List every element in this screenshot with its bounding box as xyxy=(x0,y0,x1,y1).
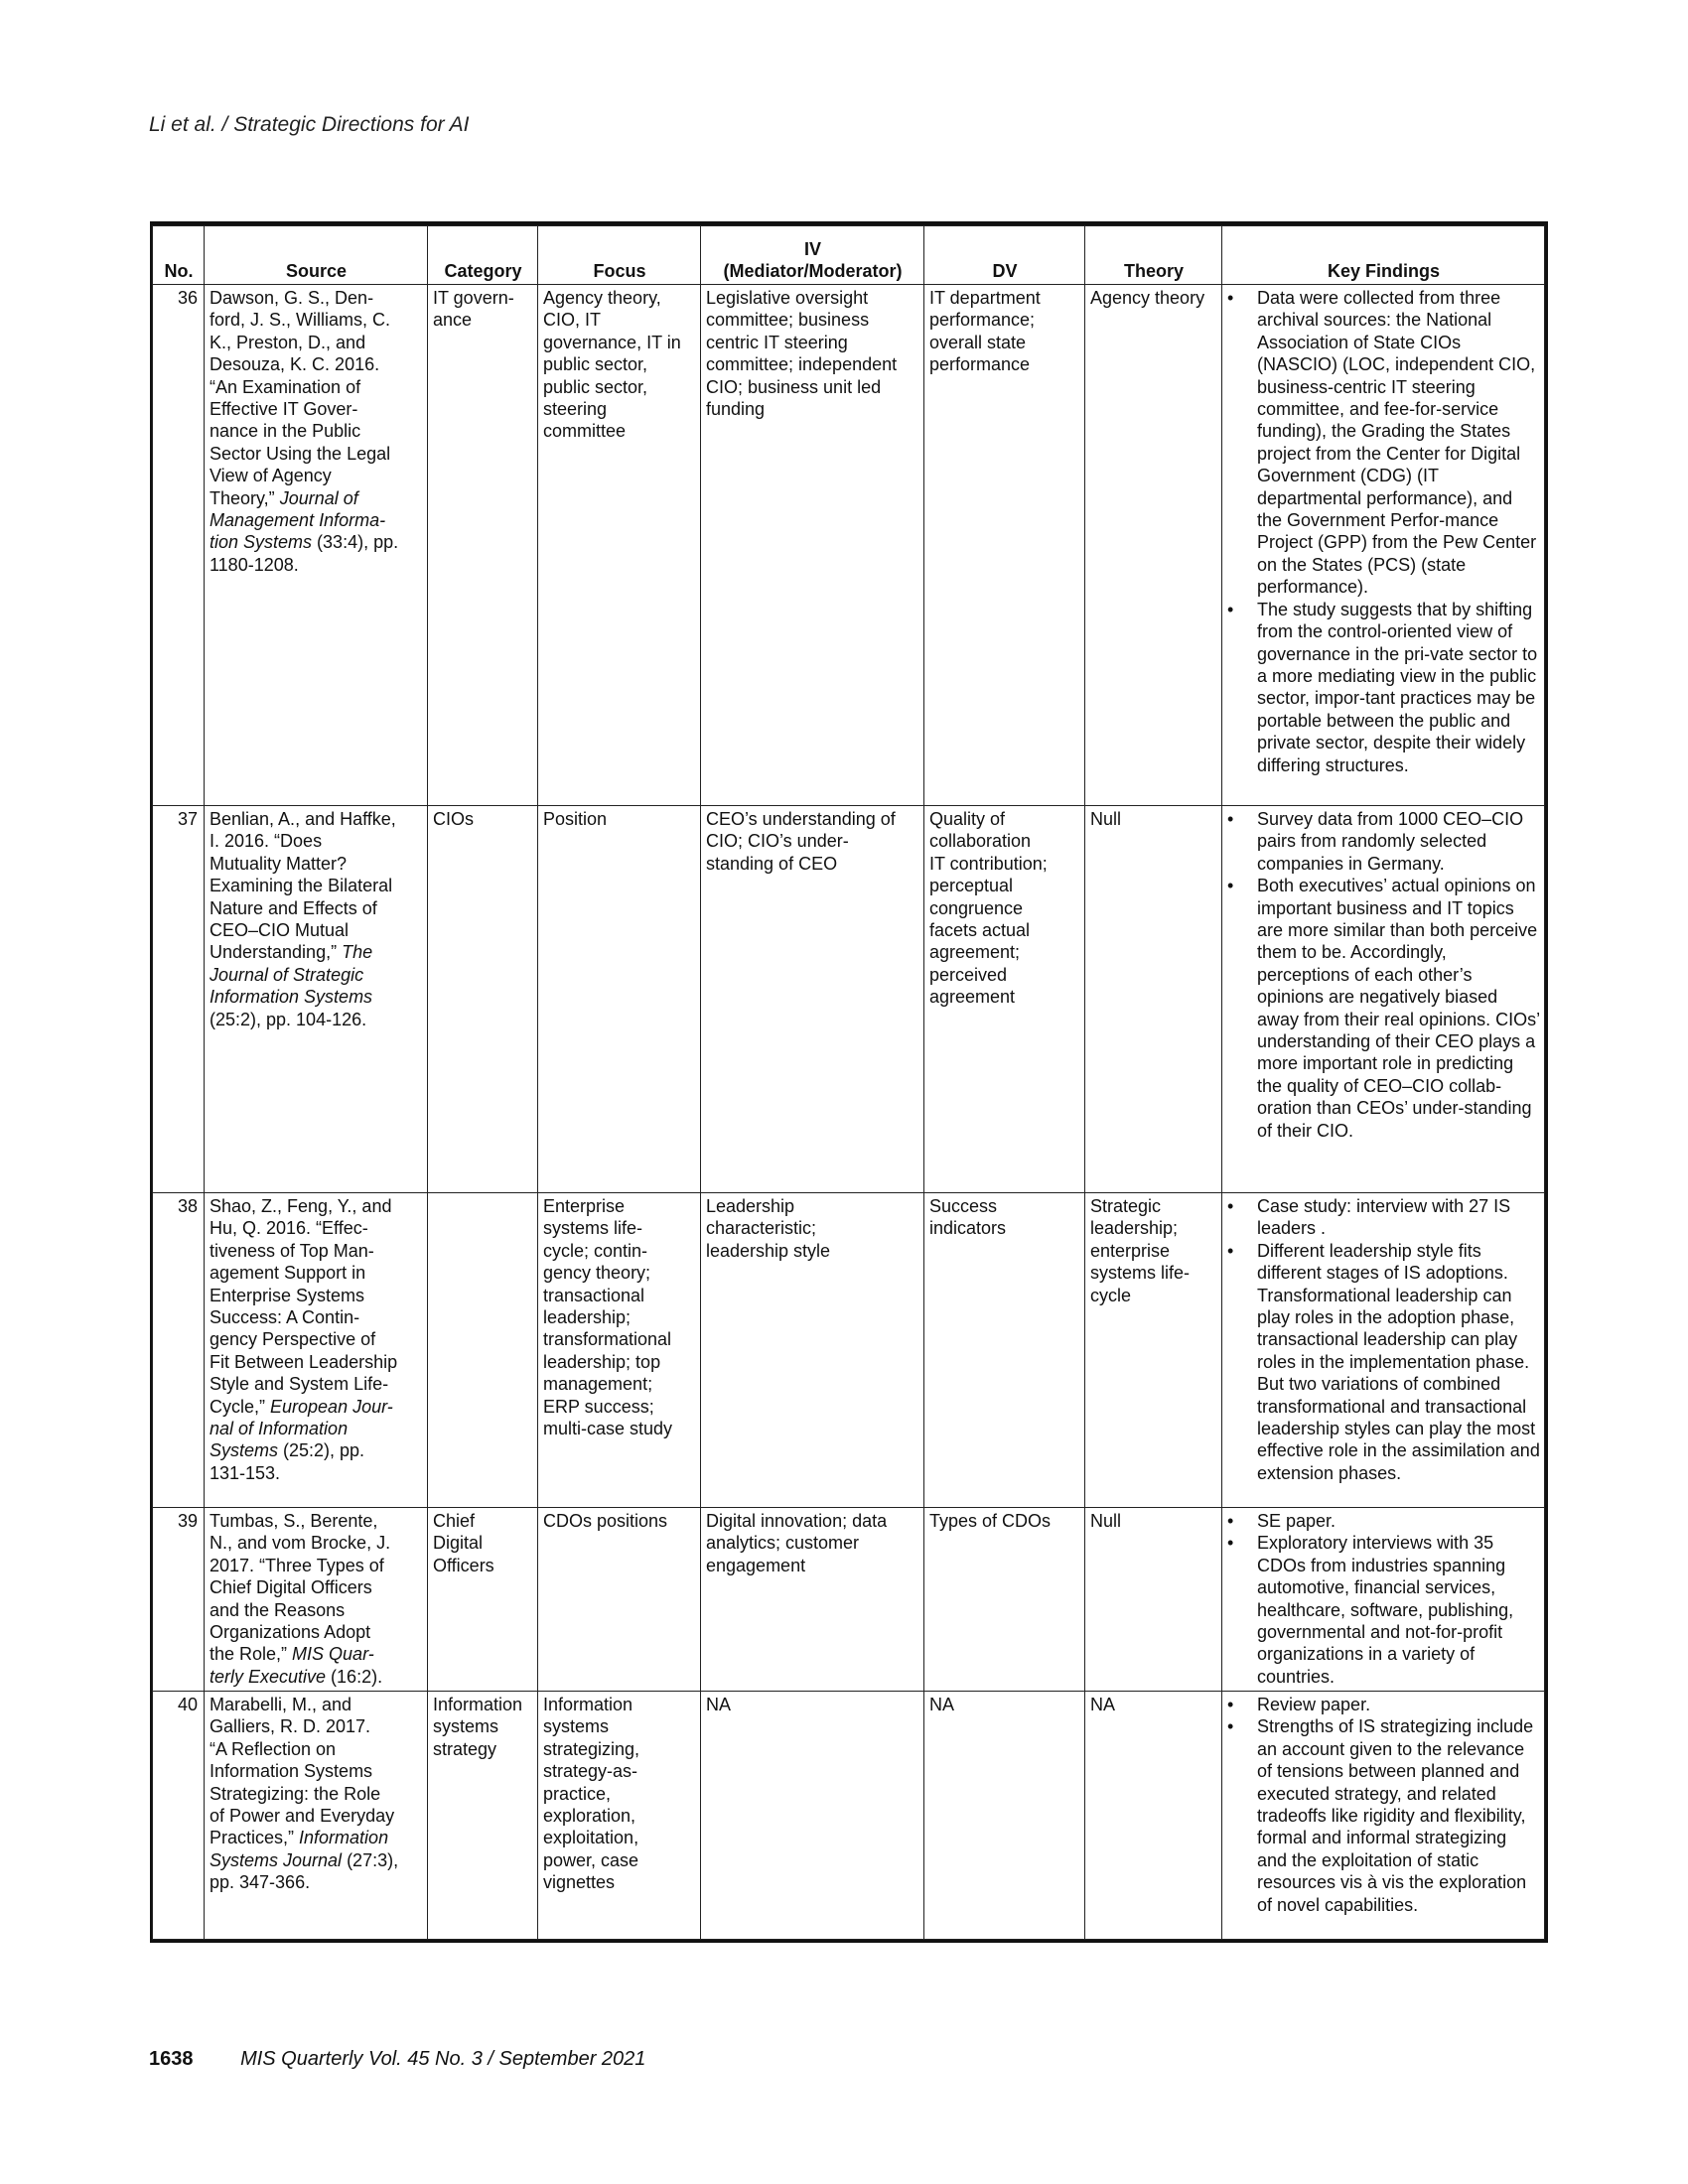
table-row xyxy=(153,806,1545,1193)
finding-item: • SE paper. xyxy=(1227,1510,1540,1532)
row-iv: Digital innovation; data analytics; customer engagement xyxy=(701,1508,924,1692)
row-focus: Enterprise systems life- cycle; contin- gency theory; transactional leadership; transformational leadership; top management; ERP success; multi-case study xyxy=(538,1193,701,1508)
finding-item: • Data were collected from three archival sources: the National Association of State CIOs (NASCIO) (LOC, independent CIO, business-centric IT steering committee, and fee-for-service funding), the Grading the States project from the Center for Digital Government (CDG) (IT departmental performance), and the Government Perfor-mance Project (GPP) from the Pew Center on the States (PCS) (state performance). xyxy=(1227,287,1540,599)
row-theory: Null xyxy=(1085,806,1222,1193)
source-details: (16:2). xyxy=(326,1666,383,1687)
row-findings xyxy=(1222,285,1545,806)
col-header-iv-line2: (Mediator/Moderator) xyxy=(723,261,903,281)
source-journal: MIS Quar- terly Executive xyxy=(210,1644,374,1687)
col-header-iv-line1: IV xyxy=(803,239,821,259)
row-number: 39 xyxy=(153,1508,205,1692)
row-source xyxy=(205,285,428,806)
row-number: 36 xyxy=(153,285,205,806)
finding-item: • Survey data from 1000 CEO–CIO pairs from randomly selected companies in Germany. xyxy=(1227,808,1540,875)
row-category: CIOs xyxy=(428,806,538,1193)
source-details: (27:3), pp. 347-366. xyxy=(210,1849,399,1893)
source-text: Shao, Z., Feng, Y., and Hu, Q. 2016. “Effec- tiveness of Top Man- agement Support in Enterprise Systems Success: A Contin- gency Perspective of Fit Between Leadership Style and System Life- Cycle,” xyxy=(210,1196,398,1417)
row-source xyxy=(205,1193,428,1508)
source-text: Benlian, A., and Haffke, I. 2016. “Does Mutuality Matter? Examining the Bilateral Nature and Effects of CEO–CIO Mutual Understanding,” xyxy=(210,809,396,963)
row-category: IT govern- ance xyxy=(428,285,538,806)
finding-item: • The study suggests that by shifting from the control-oriented view of governance in the pri-vate sector to a more mediating view in the public sector, impor-tant practices may be portable between the public and private sector, despite their widely differing structures. xyxy=(1227,599,1540,776)
row-dv: NA xyxy=(924,1692,1085,1940)
findings-list xyxy=(1227,1195,1540,1484)
row-dv: IT department performance; overall state performance xyxy=(924,285,1085,806)
source-details: (33:4), pp. 1180-1208. xyxy=(210,532,399,575)
findings-list xyxy=(1227,1510,1540,1688)
row-dv: Types of CDOs xyxy=(924,1508,1085,1692)
finding-item: • Exploratory interviews with 35 CDOs from industries spanning automotive, financial services, healthcare, software, publishing, governmental and not-for-profit organizations in a variety of countries. xyxy=(1227,1532,1540,1688)
row-source xyxy=(205,1692,428,1940)
row-iv: CEO’s understanding of CIO; CIO’s under- standing of CEO xyxy=(701,806,924,1193)
table-row xyxy=(153,285,1545,806)
row-findings xyxy=(1222,1193,1545,1508)
row-theory: Agency theory xyxy=(1085,285,1222,806)
row-number: 37 xyxy=(153,806,205,1193)
table-row xyxy=(153,1508,1545,1692)
row-iv: Leadership characteristic; leadership style xyxy=(701,1193,924,1508)
col-header-no: No. xyxy=(153,226,205,285)
table-body xyxy=(153,285,1545,1940)
row-dv: Success indicators xyxy=(924,1193,1085,1508)
page-number: 1638 xyxy=(149,2048,194,2070)
findings-list xyxy=(1227,808,1540,1142)
col-header-focus: Focus xyxy=(538,226,701,285)
row-theory: NA xyxy=(1085,1692,1222,1940)
source-journal: Journal of Management Informa- tion Systems xyxy=(210,487,386,553)
literature-table-grid xyxy=(152,225,1545,1940)
row-iv: Legislative oversight committee; business centric IT steering committee; independent CIO; business unit led funding xyxy=(701,285,924,806)
finding-item: • Case study: interview with 27 IS leaders . xyxy=(1227,1195,1540,1240)
col-header-iv xyxy=(701,226,924,285)
source-details: (25:2), pp. 104-126. xyxy=(210,1009,367,1029)
source-text: Dawson, G. S., Den- ford, J. S., Williams, C. K., Preston, D., and Desouza, K. C. 2016. “An Examination of Effective IT Gover- nance in the Public Sector Using the Legal View of Agency Theory,” xyxy=(210,288,391,508)
row-focus: Information systems strategizing, strategy-as- practice, exploration, exploitation, power, case vignettes xyxy=(538,1692,701,1940)
col-header-dv: DV xyxy=(924,226,1085,285)
finding-item: • Different leadership style fits different stages of IS adoptions. Transformational leadership can play roles in the adoption phase, transactional leadership can play roles in the implementation phase. But two variations of combined transformational and transactional leadership styles can play the most effective role in the assimilation and extension phases. xyxy=(1227,1240,1540,1484)
running-head: Li et al. / Strategic Directions for AI xyxy=(149,113,470,136)
finding-item: • Both executives’ actual opinions on important business and IT topics are more similar than both perceive them to be. Accordingly, perceptions of each other’s opinions are negatively biased away from their real opinions. CIOs’ understanding of their CEO plays a more important role in predicting the quality of CEO–CIO collab-oration than CEOs’ under-standing of their CIO. xyxy=(1227,875,1540,1142)
literature-table xyxy=(150,221,1548,1943)
table-row xyxy=(153,1692,1545,1940)
table-row xyxy=(153,1193,1545,1508)
row-number: 38 xyxy=(153,1193,205,1508)
source-journal: The Journal of Strategic Information Systems xyxy=(210,942,373,1008)
journal-citation: MIS Quarterly Vol. 45 No. 3 / September 2021 xyxy=(240,2048,646,2070)
finding-item: • Review paper. xyxy=(1227,1694,1540,1715)
row-focus: CDOs positions xyxy=(538,1508,701,1692)
table-header-row xyxy=(153,226,1545,285)
row-category: Information systems strategy xyxy=(428,1692,538,1940)
row-findings xyxy=(1222,1692,1545,1940)
row-source xyxy=(205,806,428,1193)
row-findings xyxy=(1222,1508,1545,1692)
row-focus: Agency theory, CIO, IT governance, IT in public sector, public sector, steering committee xyxy=(538,285,701,806)
source-journal: European Jour- nal of Information Systems xyxy=(210,1396,393,1461)
row-number: 40 xyxy=(153,1692,205,1940)
col-header-category: Category xyxy=(428,226,538,285)
row-theory: Null xyxy=(1085,1508,1222,1692)
findings-list xyxy=(1227,287,1540,776)
page-footer xyxy=(149,2048,645,2071)
source-journal: Information Systems Journal xyxy=(210,1828,389,1870)
row-dv: Quality of collaboration IT contribution; perceptual congruence facets actual agreement; perceived agreement xyxy=(924,806,1085,1193)
source-text: Tumbas, S., Berente, N., and vom Brocke, J. 2017. “Three Types of Chief Digital Officers and the Reasons Organizations Adopt the Role,” xyxy=(210,1511,391,1665)
row-iv: NA xyxy=(701,1692,924,1940)
col-header-theory: Theory xyxy=(1085,226,1222,285)
row-findings xyxy=(1222,806,1545,1193)
row-focus: Position xyxy=(538,806,701,1193)
source-details: (25:2), pp. 131-153. xyxy=(210,1440,365,1483)
row-category xyxy=(428,1193,538,1508)
source-text: Marabelli, M., and Galliers, R. D. 2017. “A Reflection on Information Systems Strategizing: the Role of Power and Everyday Practices,” xyxy=(210,1695,395,1848)
findings-list xyxy=(1227,1694,1540,1916)
finding-item: • Strengths of IS strategizing include an account given to the relevance of tensions between planned and executed strategy, and related tradeoffs like rigidity and flexibility, formal and informal strategizing and the exploitation of static resources vis à vis the exploration of novel capabilities. xyxy=(1227,1715,1540,1916)
row-category: Chief Digital Officers xyxy=(428,1508,538,1692)
row-theory: Strategic leadership; enterprise systems life- cycle xyxy=(1085,1193,1222,1508)
col-header-source: Source xyxy=(205,226,428,285)
col-header-findings: Key Findings xyxy=(1222,226,1545,285)
row-source xyxy=(205,1508,428,1692)
